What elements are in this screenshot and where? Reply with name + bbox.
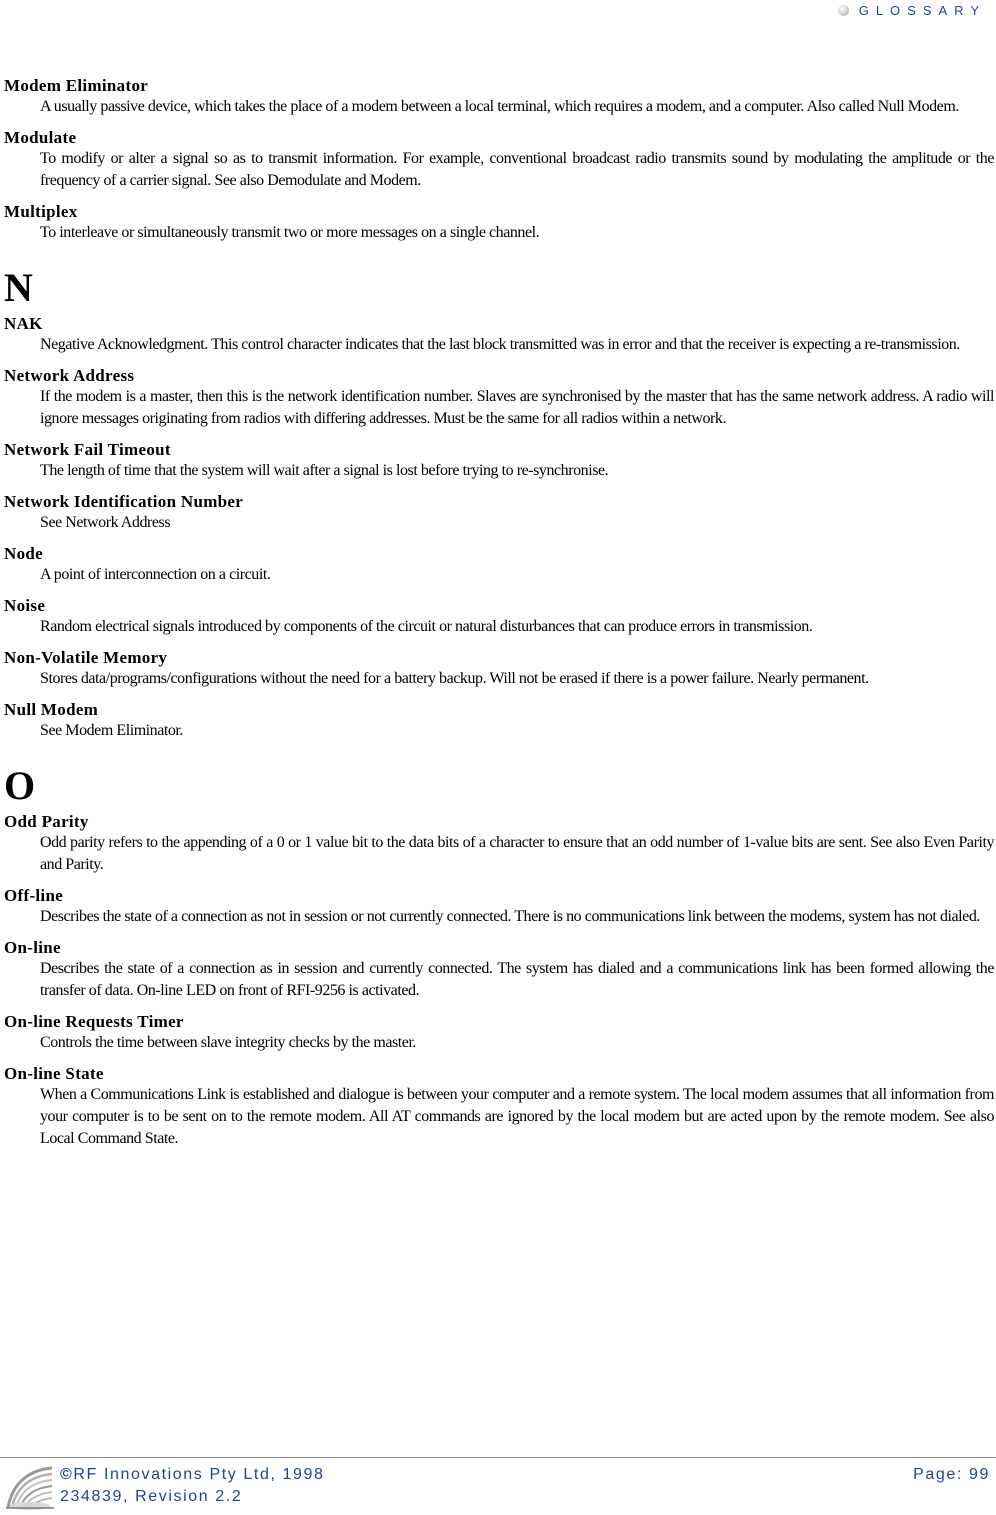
glossary-definition: Describes the state of a connection as in session and currently connected. The system has dialed and a communications link has been formed allowing the transfer of data. On-line LED on front of RFI-9256 is activated. [40,960,994,999]
glossary-entry [4,938,994,1002]
glossary-term: Non-Volatile Memory [4,648,168,667]
glossary-entry [4,812,994,876]
glossary-content [4,76,994,1160]
glossary-term: Noise [4,596,46,615]
glossary-entry [4,700,994,742]
copyright-symbol: © [60,1466,74,1483]
glossary-definition: Negative Acknowledgment. This control character indicates that the last block transmitted was in error and that the receiver is expecting a re-transmission. [40,336,960,353]
glossary-definition: If the modem is a master, then this is the network identification number. Slaves are synchronised by the master that has the same network address. A radio will ignore messages originating from radios with differing addresses. Must be the same for all radios within a network. [40,388,994,427]
page-header [838,0,986,20]
glossary-definition: Random electrical signals introduced by components of the circuit or natural disturbances that can produce errors in transmission. [40,618,813,635]
glossary-term: Modulate [4,128,77,147]
glossary-term: Network Fail Timeout [4,440,171,459]
glossary-definition: To modify or alter a signal so as to transmit information. For example, conventional broadcast radio transmits sound by modulating the amplitude or the frequency of a carrier signal. See also Demodulate and Modem. [40,150,994,189]
footer-company: RF Innovations Pty Ltd, 1998 [73,1466,325,1483]
glossary-term: Network Address [4,366,135,385]
sphere-bullet-icon [838,5,849,16]
glossary-definition: To interleave or simultaneously transmit two or more messages on a single channel. [40,224,540,241]
rf-innovations-logo-icon [4,1462,56,1512]
glossary-term: Multiplex [4,202,78,221]
glossary-term: On-line State [4,1064,104,1083]
glossary-term: NAK [4,314,43,333]
glossary-entry [4,128,994,192]
glossary-entry [4,314,994,356]
glossary-definition: See Modem Eliminator. [40,722,183,739]
section-letter: N [4,265,33,310]
footer-copyright [60,1464,325,1486]
glossary-term: Off-line [4,886,64,905]
glossary-entry [4,366,994,430]
footer-left-block [60,1464,325,1508]
glossary-term: Modem Eliminator [4,76,149,95]
glossary-term: Odd Parity [4,812,89,831]
glossary-definition: Describes the state of a connection as not in session or not currently connected. There is no communications link between the modems, system has not dialed. [40,908,980,925]
glossary-term: On-line Requests Timer [4,1012,184,1031]
glossary-entry [4,596,994,638]
glossary-definition: Stores data/programs/configurations without the need for a battery backup. Will not be erased if there is a power failure. Nearly permanent. [40,670,869,687]
glossary-entry [4,648,994,690]
footer-document-id: 234839, Revision 2.2 [60,1488,243,1505]
glossary-definition: A usually passive device, which takes the place of a modem between a local terminal, which requires a modem, and a computer. Also called Null Modem. [40,98,959,115]
glossary-definition: Odd parity refers to the appending of a 0 or 1 value bit to the data bits of a character to ensure that an odd number of 1-value bits are sent. See also Even Parity and Parity. [40,834,994,873]
glossary-definition: See Network Address [40,514,171,531]
page-number: Page: 99 [913,1466,990,1483]
glossary-definition: When a Communications Link is established and dialogue is between your computer and a remote system. The local modem assumes that all information from your computer is to be sent on to the remote modem. All AT commands are ignored by the local modem but are acted upon by the remote modem. See also Local Command State. [40,1086,994,1147]
glossary-term: Network Identification Number [4,492,244,511]
glossary-entry [4,492,994,534]
footer-divider [0,1457,996,1458]
glossary-term: Null Modem [4,700,99,719]
glossary-entry [4,76,994,118]
section-letter: O [4,763,36,808]
glossary-definition: Controls the time between slave integrity checks by the master. [40,1034,416,1051]
glossary-entry [4,440,994,482]
glossary-entry [4,1064,994,1150]
glossary-entry [4,202,994,244]
glossary-term: Node [4,544,43,563]
glossary-definition: The length of time that the system will wait after a signal is lost before trying to re-synchronise. [40,462,609,479]
glossary-entry [4,886,994,928]
glossary-term: On-line [4,938,61,957]
glossary-entry [4,1012,994,1054]
glossary-entry [4,544,994,586]
header-title: GLOSSARY [858,2,986,18]
glossary-definition: A point of interconnection on a circuit. [40,566,271,583]
